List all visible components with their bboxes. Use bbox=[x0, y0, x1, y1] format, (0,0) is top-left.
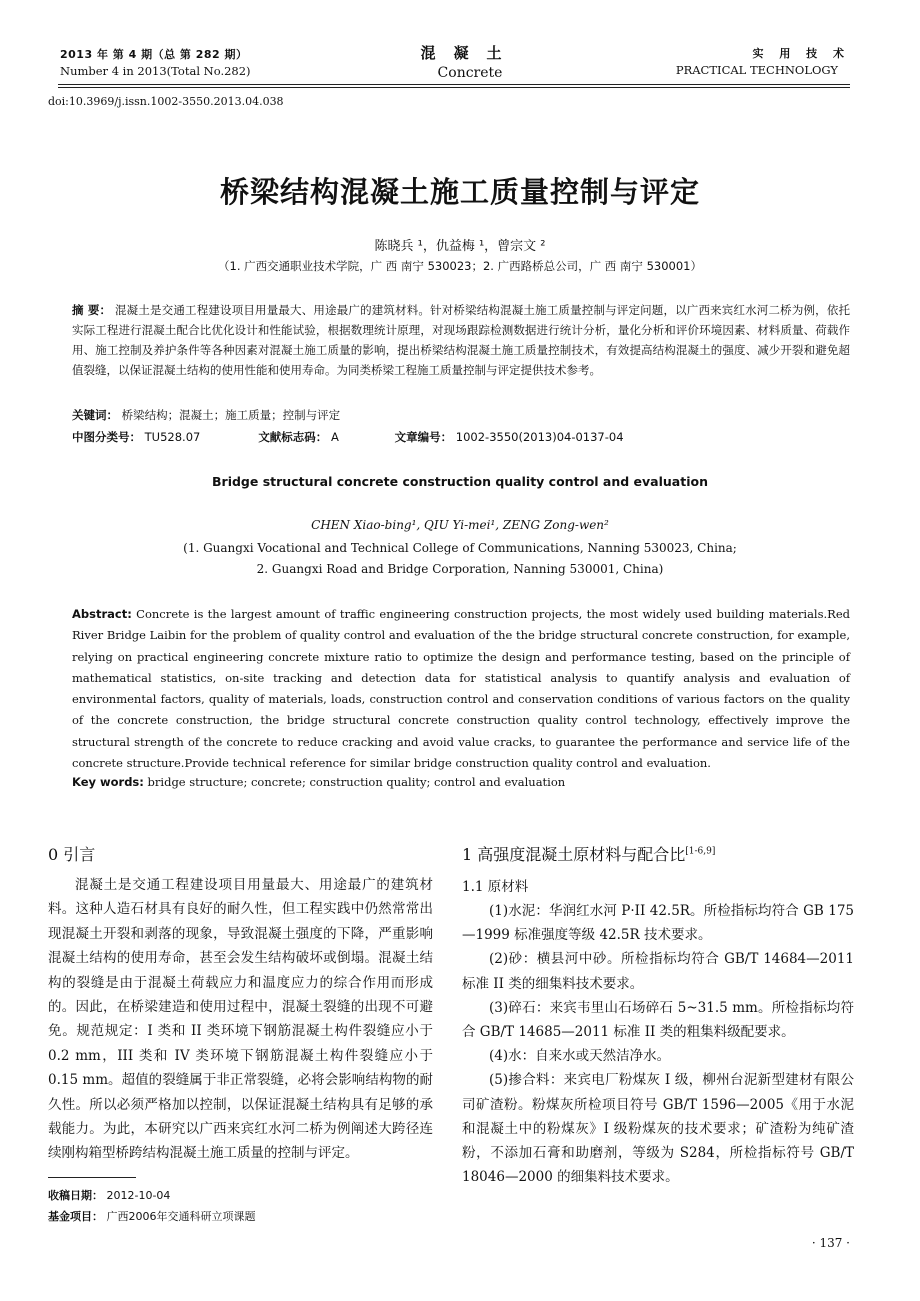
authors-cn: 陈晓兵 ¹，仇益梅 ¹，曾宗文 ² bbox=[374, 239, 546, 254]
material-item: (4)水：自来水或天然洁净水。 bbox=[489, 1048, 671, 1065]
keywords-cn bbox=[72, 407, 340, 423]
received-value: 2012-10-04 bbox=[106, 1189, 171, 1202]
article-title-cn: 桥梁结构混凝土施工质量控制与评定 bbox=[219, 175, 700, 209]
affiliation-en-1: (1. Guangxi Vocational and Technical College of Communications, Nanning 530023, China; bbox=[183, 541, 737, 555]
keywords-cn-label: 关键词： bbox=[72, 408, 118, 422]
keywords-en bbox=[72, 775, 565, 789]
fund-value: 广西2006年交通科研立项课题 bbox=[106, 1210, 256, 1223]
material-item: (2)砂：横县河中砂。所检指标均符合 GB/T 14684—2011 标准 II 类的细集料技术要求。 bbox=[462, 951, 854, 992]
page-number: · 137 · bbox=[811, 1236, 850, 1250]
article-no-value: 1002-3550(2013)04-0137-04 bbox=[455, 430, 624, 444]
section-name-en: PRACTICAL TECHNOLOGY bbox=[675, 63, 838, 77]
section-0-heading: 0 引言 bbox=[48, 845, 96, 864]
keywords-en-text: bridge structure; concrete; construction quality; control and evaluation bbox=[147, 775, 566, 789]
journal-name-en: Concrete bbox=[437, 65, 503, 81]
affiliations-cn: （1. 广西交通职业技术学院，广 西 南宁 530023；2. 广西路桥总公司，广 西 南宁 530001） bbox=[218, 259, 702, 273]
article-no-label: 文章编号： bbox=[394, 430, 453, 444]
classification-line bbox=[72, 429, 624, 445]
material-item: (3)碎石：来宾韦里山石场碎石 5~31.5 mm。所检指标均符合 GB/T 14685—2011 标准 II 类的粗集料级配要求。 bbox=[462, 999, 854, 1041]
abstract-en-text: Concrete is the largest amount of traffic engineering construction projects, the most widely used building materials.Red River Bridge Laibin for the problem of quality control and evaluation of the the bridge structural concrete construction, for example, relying on practical engineering concrete mixture ratio to optimize the design and performance testing, based on the principle of mathematical statistics, on-site tracking and detection data for statistical analysis to quantify analysis and evaluation of environmental factors, quality of materials, loads, construction control and conservation conditions of various factors on the quality of the concrete construction, the bridge structural concrete construction quality control technology, effectively improve the structural strength of the concrete to reduce cracking and avoid value cracks, to guarantee the performance and service life of the concrete structure.Provide technical reference for similar bridge construction quality control and evaluation. bbox=[72, 607, 850, 771]
material-item: (1)水泥：华润红水河 P·II 42.5R。所检指标均符合 GB 175—1999 标准强度等级 42.5R 技术要求。 bbox=[462, 903, 854, 944]
abstract-cn-text: 混凝土是交通工程建设项目用量最大、用途最广的建筑材料。针对桥梁结构混凝土施工质量控制与评定问题，以广西来宾红水河二桥为例，依托实际工程进行混凝土配合比优化设计和性能试验，根据数理统计原理，对现场跟踪检测数据进行统计分析，量化分析和评价环境因素、材料质量、荷载作用、施工控制及养护条件等各种因素对混凝土施工质量的影响，提出桥梁结构混凝土施工质量控制技术，有效提高结构混凝土的强度、减少开裂和避免超值裂缝，以保证混凝土结构的使用性能和使用寿命。为同类桥梁工程施工质量控制与评定提供技术参考。 bbox=[72, 303, 850, 377]
abstract-cn-label: 摘 要： bbox=[72, 303, 112, 317]
doc-code-label: 文献标志码： bbox=[258, 430, 328, 444]
doc-code-value: A bbox=[330, 430, 339, 444]
received-label: 收稿日期： bbox=[48, 1189, 103, 1202]
doi: doi:10.3969/j.issn.1002-3550.2013.04.038 bbox=[48, 95, 284, 108]
section-1-heading bbox=[462, 842, 715, 865]
clc-value: TU528.07 bbox=[144, 430, 201, 444]
clc-label: 中图分类号： bbox=[72, 430, 141, 444]
article-title-en: Bridge structural concrete construction quality control and evaluation bbox=[212, 474, 708, 489]
issue-en: Number 4 in 2013(Total No.282) bbox=[60, 64, 251, 78]
authors-en: CHEN Xiao-bing¹, QIU Yi-mei¹, ZENG Zong-wen² bbox=[311, 518, 609, 532]
section-1-1-body bbox=[462, 899, 854, 1189]
section-1-ref: [1-6,9] bbox=[685, 846, 716, 857]
header-rule-thick bbox=[58, 84, 850, 85]
material-item: (5)掺合料：来宾电厂粉煤灰 I 级，柳州台泥新型建材有限公司矿渣粉。粉煤灰所检项目符号 GB/T 1596—2005《用于水泥和混凝土中的粉煤灰》I 级粉煤灰的技术要求；矿渣粉为纯矿渣粉，不添加石膏和助磨剂，等级为 S284，所检指标符号 GB/T 18046—2000 的细集料技术要求。 bbox=[462, 1072, 854, 1186]
received-date bbox=[48, 1187, 170, 1203]
abstract-en-label: Abstract: bbox=[72, 607, 132, 621]
section-1-1-heading: 1.1 原材料 bbox=[462, 879, 529, 895]
section-name-cn: 实 用 技 术 bbox=[752, 47, 850, 60]
header-rule-thin bbox=[58, 87, 850, 88]
fund-label: 基金项目： bbox=[48, 1210, 103, 1223]
abstract-cn bbox=[72, 300, 850, 380]
journal-name-cn: 混凝土 bbox=[420, 44, 520, 62]
abstract-en bbox=[72, 604, 850, 774]
fund-project bbox=[48, 1208, 256, 1224]
section-0-body bbox=[48, 873, 433, 1166]
keywords-en-label: Key words: bbox=[72, 775, 144, 789]
footnote-rule bbox=[48, 1177, 136, 1178]
issue-cn: 2013 年 第 4 期（总 第 282 期） bbox=[60, 48, 248, 61]
keywords-cn-text: 桥梁结构；混凝土；施工质量；控制与评定 bbox=[121, 408, 341, 422]
section-0-paragraph: 混凝土是交通工程建设项目用量最大、用途最广的建筑材料。这种人造石材具有良好的耐久性，但工程实践中仍然常常出现混凝土开裂和剥落的现象，导致混凝土强度的下降，严重影响混凝土结构的使用寿命，甚至会发生结构破坏或倒塌。混凝土结构的裂缝是由于混凝土荷载应力和温度应力的综合作用而形成的。因此，在桥梁建造和使用过程中，混凝土裂缝的出现不可避免。规范规定：I 类和 II 类环境下钢筋混凝土构件裂缝应小于 0.2 mm，III 类和 IV 类环境下钢筋混凝土构件裂缝应小于 0.15 mm。超值的裂缝属于非正常裂缝，必将会影响结构物的耐久性。所以必须严格加以控制，以保证混凝土结构具有足够的承载能力。为此，本研究以广西来宾红水河二桥为例阐述大跨径连续刚构箱型桥跨结构混凝土施工质量的控制与评定。 bbox=[48, 877, 433, 1162]
section-1-heading-text: 1 高强度混凝土原材料与配合比 bbox=[462, 845, 686, 864]
affiliation-en-2: 2. Guangxi Road and Bridge Corporation, Nanning 530001, China) bbox=[256, 562, 664, 576]
